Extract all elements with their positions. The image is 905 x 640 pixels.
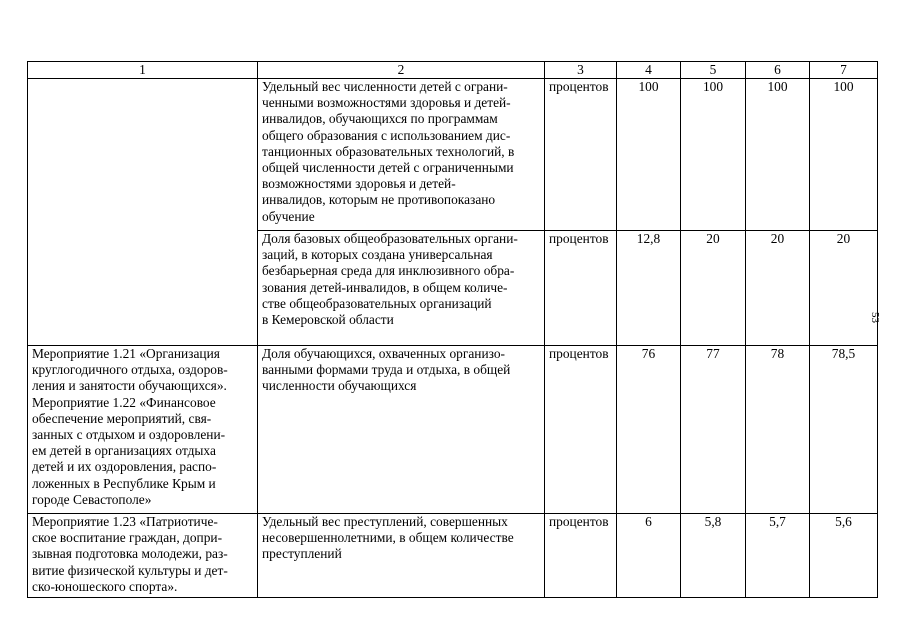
- value-cell-6: 5,7: [746, 514, 810, 598]
- measure-cell: [28, 231, 258, 346]
- header-cell-6: 6: [746, 62, 810, 79]
- indicator-cell: Доля обучающихся, охваченных организо- ванными формами труда и отдыха, в общей численности обучающихся: [258, 346, 545, 514]
- indicator-cell: Удельный вес численности детей с ограни- ченными возможностями здоровья и детей- инвалидов, обучающихся по программам общего образования с использованием дис- танционных образовательных технологий, в общей численности детей с ограниченными возможностями здоровья и детей- инвалидов, которым не противопоказано обучение: [258, 79, 545, 231]
- header-row: [28, 62, 878, 79]
- value-cell-4: 6: [617, 514, 681, 598]
- header-cell-3: 3: [545, 62, 617, 79]
- unit-cell: процентов: [545, 79, 617, 231]
- indicators-table: [27, 61, 878, 598]
- unit-cell: процентов: [545, 514, 617, 598]
- value-cell-7: 100: [810, 79, 878, 231]
- measure-cell: [28, 79, 258, 231]
- unit-cell: процентов: [545, 231, 617, 346]
- table-row: [28, 514, 878, 598]
- value-cell-5: 5,8: [681, 514, 746, 598]
- value-cell-4: 76: [617, 346, 681, 514]
- value-cell-5: 20: [681, 231, 746, 346]
- indicator-cell: Удельный вес преступлений, совершенных несовершеннолетними, в общем количестве преступлений: [258, 514, 545, 598]
- value-cell-4: 100: [617, 79, 681, 231]
- table-row: [28, 231, 878, 346]
- indicator-cell: Доля базовых общеобразовательных органи- заций, в которых создана универсальная безбарьерная среда для инклюзивного обра- зования детей-инвалидов, в общем количе- стве общеобразовательных организаций в Кемеровской области: [258, 231, 545, 346]
- value-cell-5: 77: [681, 346, 746, 514]
- value-cell-5: 100: [681, 79, 746, 231]
- unit-cell: процентов: [545, 346, 617, 514]
- page-number: 53: [869, 312, 881, 323]
- value-cell-7: 78,5: [810, 346, 878, 514]
- header-cell-4: 4: [617, 62, 681, 79]
- header-cell-2: 2: [258, 62, 545, 79]
- header-cell-1: 1: [28, 62, 258, 79]
- table-row: [28, 79, 878, 231]
- value-cell-6: 20: [746, 231, 810, 346]
- header-cell-5: 5: [681, 62, 746, 79]
- value-cell-7: 5,6: [810, 514, 878, 598]
- value-cell-4: 12,8: [617, 231, 681, 346]
- table-row: [28, 346, 878, 514]
- value-cell-6: 100: [746, 79, 810, 231]
- measure-cell: Мероприятие 1.23 «Патриотиче- ское воспитание граждан, допри- зывная подготовка молодежи, раз- витие физической культуры и дет- ско-юношеского спорта».: [28, 514, 258, 598]
- value-cell-6: 78: [746, 346, 810, 514]
- value-cell-7: 20: [810, 231, 878, 346]
- measure-cell: Мероприятие 1.21 «Организация круглогодичного отдыха, оздоров- ления и занятости обучающихся». Мероприятие 1.22 «Финансовое обеспечение мероприятий, свя- занных с отдыхом и оздоровлени- ем детей в организациях отдыха детей и их оздоровления, распо- ложенных в Республике Крым и городе Севастополе»: [28, 346, 258, 514]
- header-cell-7: 7: [810, 62, 878, 79]
